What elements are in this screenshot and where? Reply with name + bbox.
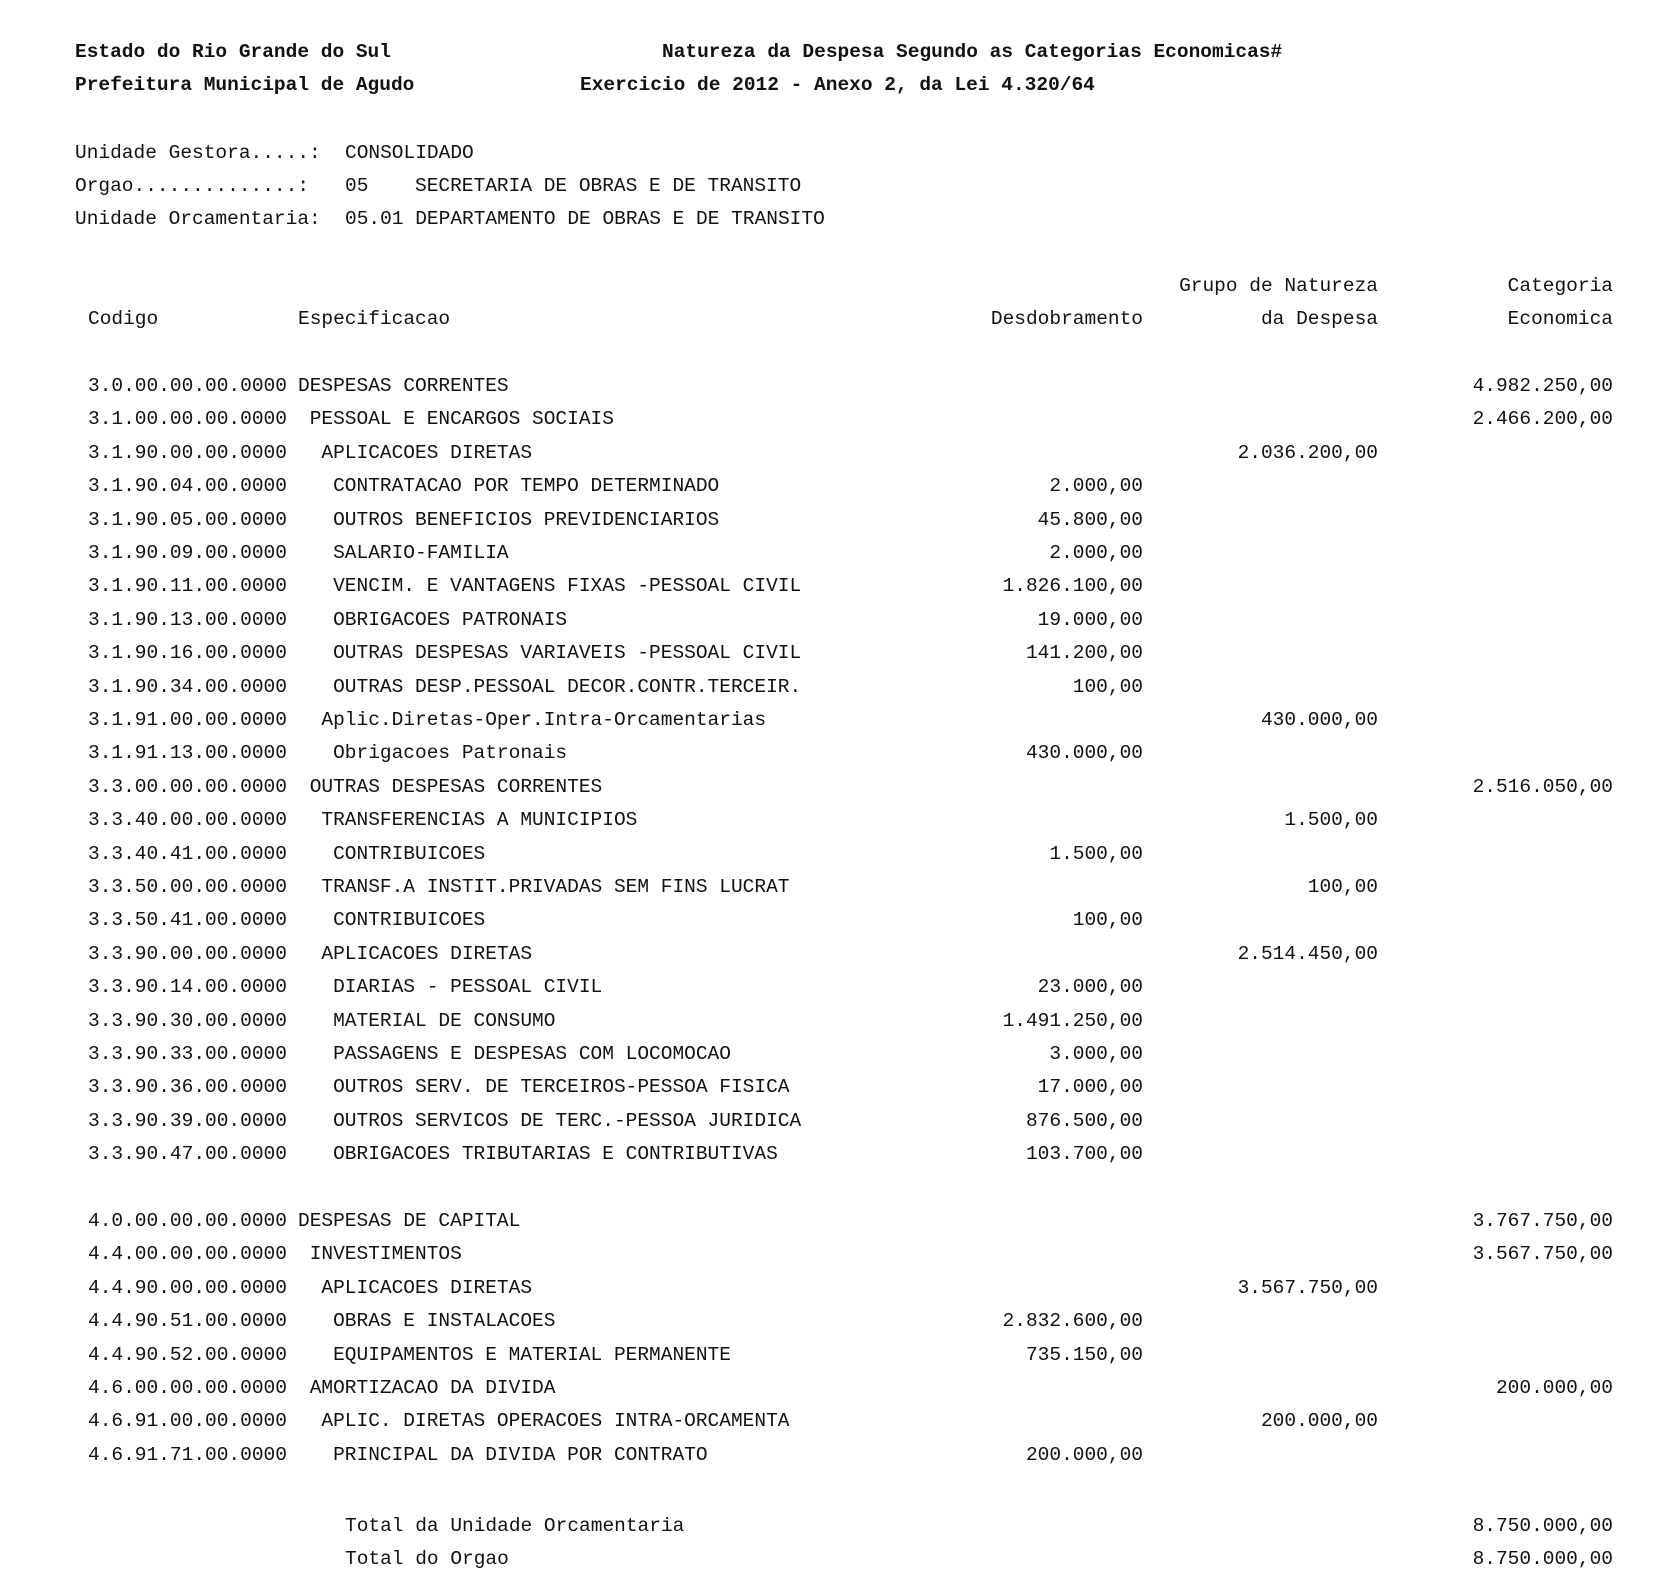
row-desdobramento: 17.000,00 [1037,1076,1143,1099]
col-especificacao-header: Especificacao [298,308,451,330]
row-grupo-natureza: 2.514.450,00 [1237,942,1378,965]
row-code: 3.0.00.00.00.0000 [88,375,287,397]
row-code: 3.3.90.30.00.0000 [88,1009,287,1032]
orgao-label: Orgao..............: [75,175,310,197]
row-description: TRANSFERENCIAS A MUNICIPIOS [321,809,638,832]
row-code: 3.1.90.00.00.0000 [88,441,287,464]
row-description: VENCIM. E VANTAGENS FIXAS -PESSOAL CIVIL [333,575,802,598]
row-description: OUTROS SERV. DE TERCEIROS-PESSOA FISICA [333,1076,790,1099]
table-row [0,1138,1653,1171]
column-header-row-2 [0,303,1653,336]
table-row [0,1272,1653,1305]
row-code: 3.1.90.09.00.0000 [88,542,287,564]
table-row-spacer [0,1172,1653,1205]
table-row [0,1439,1653,1472]
row-description: PESSOAL E ENCARGOS SOCIAIS [309,408,614,431]
orgao-name: SECRETARIA DE OBRAS E DE TRANSITO [415,175,802,197]
row-description: CONTRIBUICOES [333,842,486,865]
table-row [0,1005,1653,1038]
row-description: OUTRAS DESPESAS CORRENTES [309,775,603,798]
row-desdobramento: 100,00 [1072,909,1143,932]
row-desdobramento: 876.500,00 [1025,1109,1143,1132]
col-grupo-header-2: da Despesa [1260,308,1378,330]
row-description: CONTRIBUICOES [333,909,486,932]
row-code: 4.4.90.51.00.0000 [88,1310,287,1333]
orgao-line [0,170,1653,203]
unidade-orcamentaria-value: 05.01 DEPARTAMENTO DE OBRAS E DE TRANSITO [345,208,825,230]
row-desdobramento: 3.000,00 [1049,1043,1143,1065]
row-code: 3.1.90.34.00.0000 [88,675,287,698]
row-grupo-natureza: 430.000,00 [1260,709,1378,731]
table-row [0,838,1653,871]
row-desdobramento: 45.800,00 [1037,508,1143,531]
unidade-gestora-label: Unidade Gestora.....: [75,142,321,164]
row-code: 4.4.90.00.00.0000 [88,1276,287,1299]
row-desdobramento: 735.150,00 [1025,1343,1143,1366]
row-description: AMORTIZACAO DA DIVIDA [309,1377,556,1399]
row-code: 4.6.91.71.00.0000 [88,1443,287,1466]
table-row [0,1205,1653,1238]
table-row [0,704,1653,737]
total-row [0,1510,1653,1543]
row-code: 3.3.90.00.00.0000 [88,942,287,965]
row-description: PASSAGENS E DESPESAS COM LOCOMOCAO [333,1043,731,1065]
row-code: 3.1.91.13.00.0000 [88,742,287,765]
row-desdobramento: 430.000,00 [1025,742,1143,765]
row-code: 4.4.90.52.00.0000 [88,1343,287,1366]
row-code: 3.3.90.33.00.0000 [88,1043,287,1065]
row-desdobramento: 23.000,00 [1037,976,1143,999]
row-code: 3.3.40.41.00.0000 [88,842,287,865]
row-categoria-economica: 3.767.750,00 [1472,1210,1613,1232]
row-code: 4.0.00.00.00.0000 [88,1210,287,1232]
row-desdobramento: 19.000,00 [1037,608,1143,631]
orgao-code: 05 [345,175,369,197]
table-row [0,1071,1653,1104]
report-title: Natureza da Despesa Segundo as Categorias Economicas# [662,41,1283,63]
row-desdobramento: 2.000,00 [1049,542,1143,564]
table-row [0,1405,1653,1438]
row-description: SALARIO-FAMILIA [333,542,509,564]
row-categoria-economica: 3.567.750,00 [1472,1243,1613,1266]
table-row [0,470,1653,503]
row-desdobramento: 1.500,00 [1049,842,1143,865]
municipality-name: Prefeitura Municipal de Agudo [75,74,415,96]
table-row [0,437,1653,470]
unidade-orcamentaria-label: Unidade Orcamentaria: [75,208,321,230]
state-name: Estado do Rio Grande do Sul [75,41,391,63]
table-row [0,771,1653,804]
row-desdobramento: 103.700,00 [1025,1143,1143,1166]
row-desdobramento: 2.832.600,00 [1002,1310,1143,1333]
row-code: 3.1.90.05.00.0000 [88,508,287,531]
row-description: OBRIGACOES PATRONAIS [333,608,568,631]
row-description: MATERIAL DE CONSUMO [333,1009,556,1032]
col-categoria-header-1: Categoria [1507,275,1613,297]
row-categoria-economica: 2.466.200,00 [1472,408,1613,431]
row-description: Aplic.Diretas-Oper.Intra-Orcamentarias [321,709,767,731]
row-code: 3.1.90.11.00.0000 [88,575,287,598]
row-description: Obrigacoes Patronais [333,742,568,765]
table-row [0,604,1653,637]
unidade-gestora-value: CONSOLIDADO [345,142,474,164]
row-code: 4.4.00.00.00.0000 [88,1243,287,1266]
col-categoria-header-2: Economica [1507,308,1613,330]
row-description: APLICACOES DIRETAS [321,1276,533,1299]
row-desdobramento: 2.000,00 [1049,475,1143,498]
row-code: 3.3.90.36.00.0000 [88,1076,287,1099]
row-description: PRINCIPAL DA DIVIDA POR CONTRATO [333,1443,708,1466]
row-description: OUTROS SERVICOS DE TERC.-PESSOA JURIDICA [333,1109,802,1132]
row-grupo-natureza: 200.000,00 [1260,1410,1378,1433]
row-code: 3.1.90.04.00.0000 [88,475,287,498]
report-subtitle: Exercicio de 2012 - Anexo 2, da Lei 4.320/64 [580,74,1095,96]
row-description: TRANSF.A INSTIT.PRIVADAS SEM FINS LUCRAT [321,876,790,898]
table-row [0,637,1653,670]
table-row [0,938,1653,971]
row-grupo-natureza: 1.500,00 [1284,809,1378,832]
total-row [0,1543,1653,1576]
row-desdobramento: 141.200,00 [1025,642,1143,665]
table-row [0,737,1653,770]
row-description: INVESTIMENTOS [309,1243,462,1266]
row-grupo-natureza: 100,00 [1307,876,1378,898]
row-description: CONTRATACAO POR TEMPO DETERMINADO [333,475,720,498]
table-row [0,1305,1653,1338]
table-row [0,1238,1653,1271]
table-row [0,871,1653,904]
col-desdobramento-header: Desdobramento [990,308,1143,330]
row-desdobramento: 1.491.250,00 [1002,1009,1143,1032]
row-description: OBRIGACOES TRIBUTARIAS E CONTRIBUTIVAS [333,1143,778,1166]
row-grupo-natureza: 2.036.200,00 [1237,441,1378,464]
total-label: Total do Orgao [345,1548,509,1570]
table-row [0,1372,1653,1405]
table-row [0,504,1653,537]
row-code: 3.1.90.13.00.0000 [88,608,287,631]
total-label: Total da Unidade Orcamentaria [345,1515,685,1537]
col-grupo-header-1: Grupo de Natureza [1179,275,1378,297]
row-description: OUTRAS DESP.PESSOAL DECOR.CONTR.TERCEIR. [333,675,802,698]
row-description: OUTROS BENEFICIOS PREVIDENCIARIOS [333,508,720,531]
row-code: 3.3.40.00.00.0000 [88,809,287,832]
table-row [0,904,1653,937]
column-header-row-1 [0,270,1653,303]
total-value: 8.750.000,00 [1472,1515,1613,1537]
row-code: 3.3.90.14.00.0000 [88,976,287,999]
row-code: 3.1.00.00.00.0000 [88,408,287,431]
row-code: 3.1.90.16.00.0000 [88,642,287,665]
table-row [0,1105,1653,1138]
unidade-orcamentaria-line [0,203,1653,236]
row-code: 3.3.90.39.00.0000 [88,1109,287,1132]
row-categoria-economica: 2.516.050,00 [1472,775,1613,798]
row-grupo-natureza: 3.567.750,00 [1237,1276,1378,1299]
col-codigo-header: Codigo [88,308,159,330]
unidade-gestora-line [0,137,1653,170]
row-code: 3.3.50.00.00.0000 [88,876,287,898]
row-description: EQUIPAMENTOS E MATERIAL PERMANENTE [333,1343,731,1366]
table-row [0,403,1653,436]
row-code: 4.6.91.00.00.0000 [88,1410,287,1433]
table-row [0,370,1653,403]
table-row [0,570,1653,603]
row-description: DIARIAS - PESSOAL CIVIL [333,976,603,999]
row-desdobramento: 100,00 [1072,675,1143,698]
table-row [0,671,1653,704]
row-description: DESPESAS CORRENTES [298,375,509,397]
row-description: APLIC. DIRETAS OPERACOES INTRA-ORCAMENTA [321,1410,790,1433]
table-row [0,804,1653,837]
row-categoria-economica: 200.000,00 [1495,1377,1613,1399]
row-description: APLICACOES DIRETAS [321,441,533,464]
row-description: OBRAS E INSTALACOES [333,1310,556,1333]
row-categoria-economica: 4.982.250,00 [1472,375,1613,397]
total-value: 8.750.000,00 [1472,1548,1613,1570]
row-code: 3.3.90.47.00.0000 [88,1143,287,1166]
table-row [0,537,1653,570]
row-desdobramento: 1.826.100,00 [1002,575,1143,598]
table-row [0,1339,1653,1372]
row-code: 3.1.91.00.00.0000 [88,709,287,731]
row-code: 3.3.00.00.00.0000 [88,775,287,798]
row-desdobramento: 200.000,00 [1025,1443,1143,1466]
row-description: APLICACOES DIRETAS [321,942,533,965]
row-code: 3.3.50.41.00.0000 [88,909,287,932]
row-description: DESPESAS DE CAPITAL [298,1210,521,1232]
row-code: 4.6.00.00.00.0000 [88,1377,287,1399]
table-row [0,971,1653,1004]
row-description: OUTRAS DESPESAS VARIAVEIS -PESSOAL CIVIL [333,642,802,665]
table-row [0,1038,1653,1071]
